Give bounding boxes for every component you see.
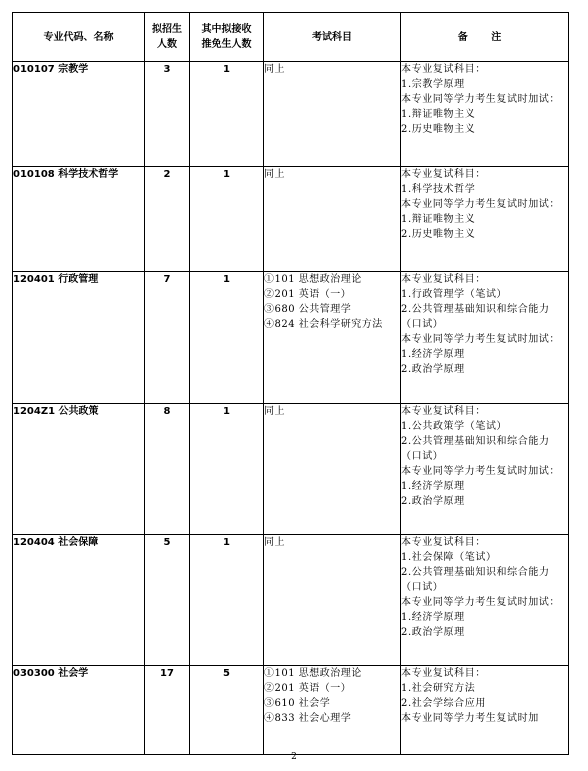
- remark-line: 本专业复试科目：: [401, 537, 486, 548]
- page-number: 2: [291, 752, 297, 762]
- remarks-cell: [401, 62, 569, 167]
- remark-line: 本专业复试科目：: [401, 668, 486, 679]
- remark-line: 本专业同等学力考生复试时加试：: [401, 94, 560, 105]
- header-recommended: 其中拟接收 推免生人数: [190, 13, 264, 62]
- remark-line: 本专业同等学力考生复试时加: [401, 713, 539, 724]
- subject-line: 同上: [264, 169, 285, 180]
- subject-line: ①101 思想政治理论: [264, 274, 362, 285]
- remarks-cell: [401, 167, 569, 272]
- remark-line: 2.社会学综合应用: [401, 698, 486, 709]
- planned-count-cell: 3: [145, 62, 190, 167]
- remark-line: 1.宗教学原理: [401, 79, 465, 90]
- remarks-cell: [401, 535, 569, 666]
- remark-line: 本专业复试科目：: [401, 64, 486, 75]
- subject-line: ④824 社会科学研究方法: [264, 319, 383, 330]
- remark-line: 1.公共政策学（笔试）: [401, 421, 508, 432]
- remark-line: 1.经济学原理: [401, 612, 465, 623]
- planned-count-cell: 8: [145, 404, 190, 535]
- remark-line: 1.社会保障（笔试）: [401, 552, 497, 563]
- remarks-cell: [401, 272, 569, 404]
- remarks-cell: [401, 666, 569, 755]
- remark-line: 2.公共管理基础知识和综合能力（口试）: [401, 567, 550, 593]
- subject-line: ③680 公共管理学: [264, 304, 352, 315]
- remark-line: 1.科学技术哲学: [401, 184, 476, 195]
- subjects-cell: [264, 535, 401, 666]
- remark-line: 2.公共管理基础知识和综合能力（口试）: [401, 304, 550, 330]
- recommended-count-cell: 1: [190, 167, 264, 272]
- remark-line: 本专业复试科目：: [401, 406, 486, 417]
- subject-line: ①101 思想政治理论: [264, 668, 362, 679]
- remark-line: 本专业同等学力考生复试时加试：: [401, 199, 560, 210]
- subjects-cell: [264, 62, 401, 167]
- subjects-cell: [264, 167, 401, 272]
- remark-line: 1.社会研究方法: [401, 683, 476, 694]
- remark-line: 1.辩证唯物主义: [401, 109, 476, 120]
- recommended-count-cell: 1: [190, 62, 264, 167]
- remark-line: 本专业同等学力考生复试时加试：: [401, 334, 560, 345]
- remark-line: 1.辩证唯物主义: [401, 214, 476, 225]
- subjects-cell: [264, 272, 401, 404]
- table-row: [13, 666, 569, 755]
- subject-line: 同上: [264, 406, 285, 417]
- major-cell: 010108 科学技术哲学: [13, 167, 145, 272]
- admissions-table: [12, 12, 569, 755]
- remark-line: 1.经济学原理: [401, 481, 465, 492]
- remark-line: 本专业同等学力考生复试时加试：: [401, 597, 560, 608]
- remark-line: 本专业复试科目：: [401, 169, 486, 180]
- subject-line: 同上: [264, 537, 285, 548]
- remark-line: 2.政治学原理: [401, 496, 465, 507]
- table-row: [13, 272, 569, 404]
- remark-line: 本专业同等学力考生复试时加试：: [401, 466, 560, 477]
- subject-line: ③610 社会学: [264, 698, 331, 709]
- major-cell: 1204Z1 公共政策: [13, 404, 145, 535]
- table-row: [13, 62, 569, 167]
- recommended-count-cell: 1: [190, 404, 264, 535]
- recommended-count-cell: 1: [190, 272, 264, 404]
- header-planned: 拟招生 人数: [145, 13, 190, 62]
- subject-line: 同上: [264, 64, 285, 75]
- remark-line: 2.政治学原理: [401, 364, 465, 375]
- subjects-cell: [264, 666, 401, 755]
- subject-line: ④833 社会心理学: [264, 713, 352, 724]
- subject-line: ②201 英语（一）: [264, 289, 352, 300]
- planned-count-cell: 17: [145, 666, 190, 755]
- planned-count-cell: 2: [145, 167, 190, 272]
- recommended-count-cell: 5: [190, 666, 264, 755]
- major-cell: 120401 行政管理: [13, 272, 145, 404]
- table-header-row: [13, 13, 569, 62]
- major-cell: 120404 社会保障: [13, 535, 145, 666]
- remark-line: 1.经济学原理: [401, 349, 465, 360]
- remark-line: 2.历史唯物主义: [401, 124, 476, 135]
- remark-line: 本专业复试科目：: [401, 274, 486, 285]
- major-cell: 010107 宗教学: [13, 62, 145, 167]
- remarks-cell: [401, 404, 569, 535]
- subjects-cell: [264, 404, 401, 535]
- subject-line: ②201 英语（一）: [264, 683, 352, 694]
- header-major: 专业代码、名称: [13, 13, 145, 62]
- header-remarks: 备 注: [401, 13, 569, 62]
- table-row: [13, 535, 569, 666]
- table-row: [13, 404, 569, 535]
- remark-line: 2.历史唯物主义: [401, 229, 476, 240]
- major-cell: 030300 社会学: [13, 666, 145, 755]
- planned-count-cell: 5: [145, 535, 190, 666]
- table-row: [13, 167, 569, 272]
- remark-line: 1.行政管理学（笔试）: [401, 289, 508, 300]
- header-subjects: 考试科目: [264, 13, 401, 62]
- remark-line: 2.公共管理基础知识和综合能力（口试）: [401, 436, 550, 462]
- planned-count-cell: 7: [145, 272, 190, 404]
- remark-line: 2.政治学原理: [401, 627, 465, 638]
- recommended-count-cell: 1: [190, 535, 264, 666]
